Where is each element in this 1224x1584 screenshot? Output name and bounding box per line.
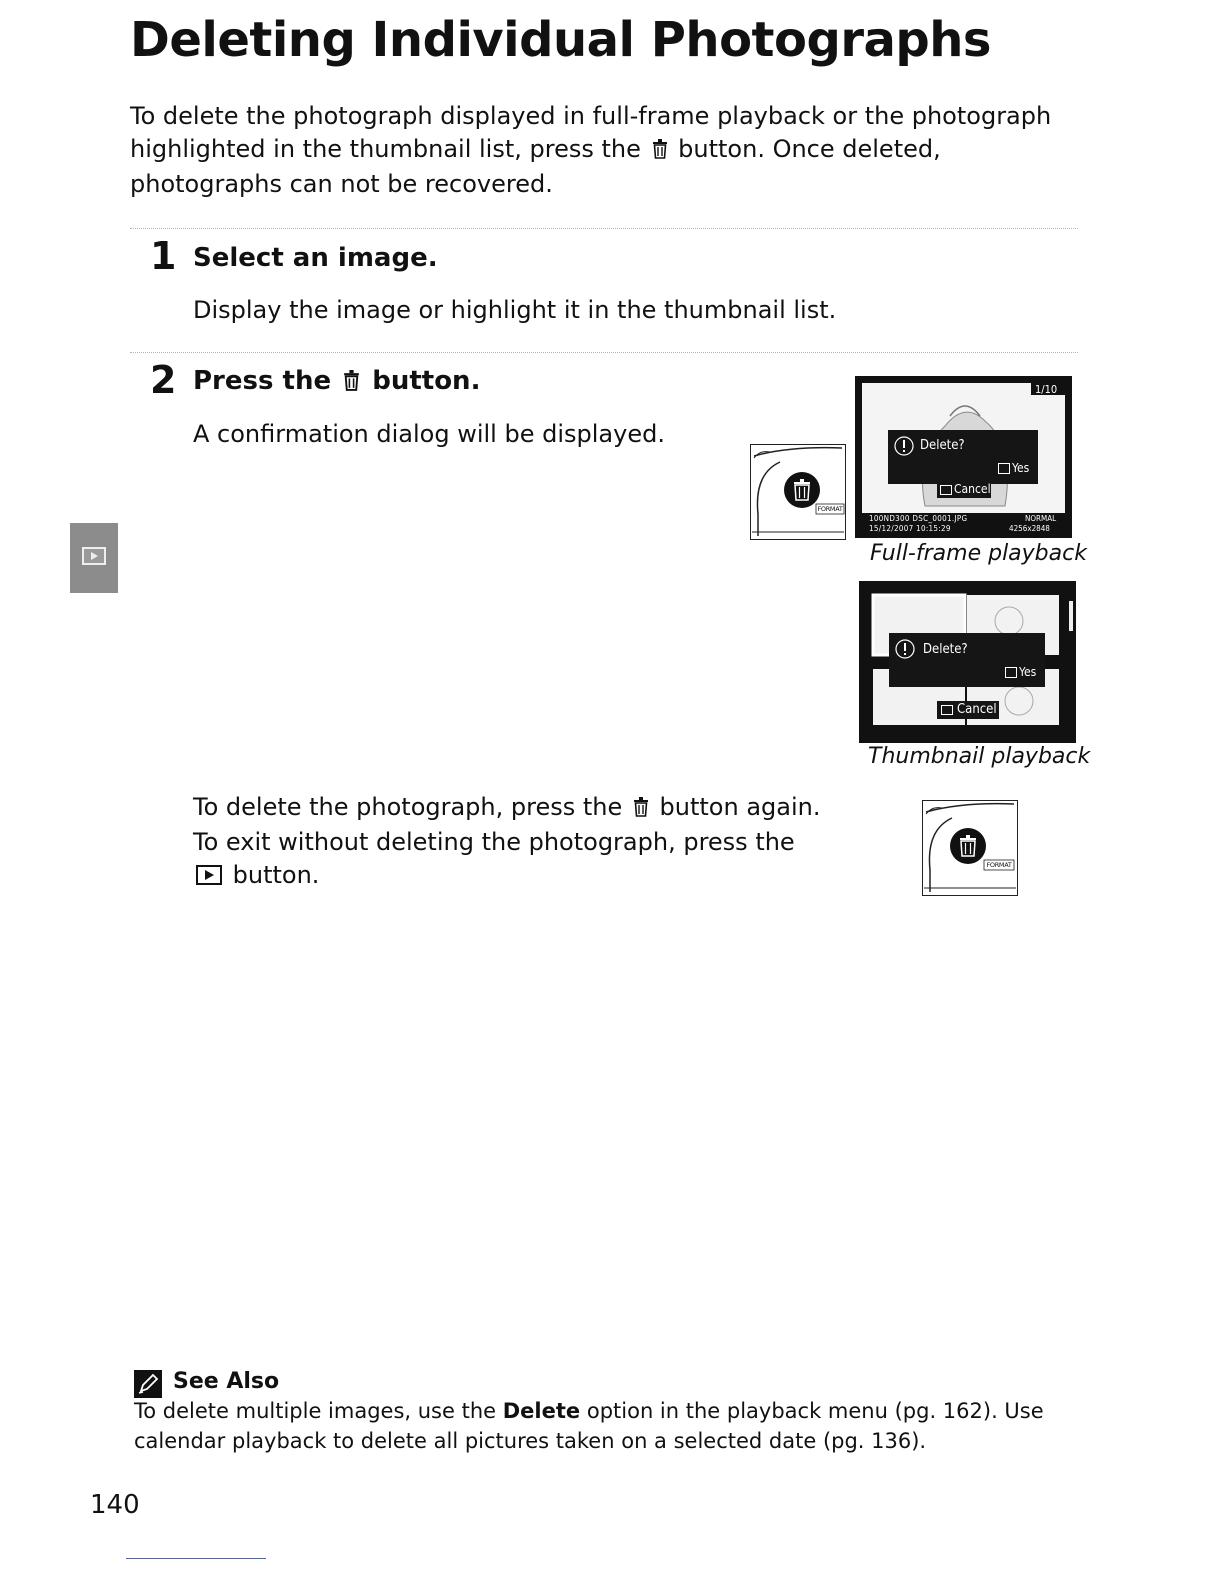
trash-icon: [998, 463, 1010, 474]
trash-icon: [1005, 667, 1017, 678]
see-also-heading: See Also: [173, 1369, 280, 1394]
thumbnail-caption: Thumbnail playback: [868, 744, 1091, 769]
page-number: 140: [90, 1490, 140, 1520]
thumbnail-playback-screen: [859, 581, 1076, 743]
alert-icon: [895, 639, 915, 663]
divider: [130, 228, 1078, 229]
intro-text-2: button. Once deleted, photographs can not be recovered.: [130, 135, 941, 198]
dialog-title: Delete?: [923, 642, 968, 657]
playback-section-tab: [70, 523, 118, 593]
trash-icon: [343, 368, 360, 398]
info-line-2-left: 15/12/2007 10:15:29: [869, 524, 951, 533]
step-2-body: A confirmation dialog will be displayed.: [193, 420, 665, 448]
playback-icon: [940, 485, 952, 495]
info-line-1-left: 100ND300 DSC_0001.JPG: [869, 514, 968, 523]
step-1-heading: Select an image.: [193, 243, 438, 273]
note-pencil-icon: [134, 1370, 162, 1398]
step-1-number: 1: [150, 234, 177, 278]
step-2-heading-suffix: button.: [372, 366, 481, 396]
dialog-yes[interactable]: Yes: [1012, 461, 1030, 475]
format-label: FORMAT: [817, 505, 843, 513]
playback-icon: [82, 547, 106, 565]
playback-icon: [196, 861, 222, 894]
camera-delete-button-illustration: [922, 800, 1018, 896]
step-2-body-2-text-3: button.: [232, 861, 320, 889]
intro-paragraph: [130, 100, 1090, 201]
dialog-title: Delete?: [920, 438, 965, 453]
step-2-body-2: [193, 791, 833, 894]
dialog-cancel[interactable]: Cancel: [957, 702, 997, 717]
dialog-cancel-row: [937, 482, 991, 498]
see-also-bold-delete: Delete: [502, 1399, 581, 1423]
dialog-cancel-row: [937, 701, 999, 719]
alert-icon: [894, 436, 914, 460]
full-frame-playback-screen: [855, 376, 1072, 538]
page-title: Deleting Individual Photographs: [130, 12, 991, 68]
see-also-text-2: option in the playback menu (pg. 162). Use calendar playback to delete all pictures taken on a selected date (pg. 136).: [134, 1399, 1044, 1453]
trash-icon: [652, 135, 668, 168]
step-2-body-2-text-2: button again. To exit without deleting the photograph, press the: [193, 793, 821, 856]
footer-rule: [126, 1558, 266, 1559]
step-2-number: 2: [150, 358, 177, 402]
playback-icon: [941, 705, 953, 715]
divider: [130, 352, 1078, 353]
camera-delete-button-illustration: [750, 444, 846, 540]
intro-text-1: To delete the photograph displayed in full-frame playback or the photograph highlighted in the thumbnail list, press the: [130, 102, 1052, 163]
info-line-2-right: 4256x2848: [1009, 524, 1050, 533]
delete-confirm-dialog: [888, 430, 1038, 484]
info-line-1-right: NORMAL: [1025, 514, 1057, 523]
step-1-body: Display the image or highlight it in the thumbnail list.: [193, 296, 837, 324]
step-2-heading: [193, 366, 480, 398]
see-also-text-1: To delete multiple images, use the: [134, 1399, 497, 1423]
trash-icon: [633, 793, 649, 826]
frame-counter: 1/10: [1035, 383, 1058, 396]
step-2-body-2-text-1: To delete the photograph, press the: [193, 793, 623, 821]
dialog-cancel[interactable]: Cancel: [954, 482, 991, 496]
delete-confirm-dialog: [889, 633, 1045, 687]
dialog-yes[interactable]: Yes: [1019, 665, 1037, 679]
see-also-body: [134, 1396, 1089, 1456]
full-frame-caption: Full-frame playback: [870, 541, 1087, 566]
step-2-heading-prefix: Press the: [193, 366, 332, 396]
format-label: FORMAT: [986, 861, 1012, 869]
